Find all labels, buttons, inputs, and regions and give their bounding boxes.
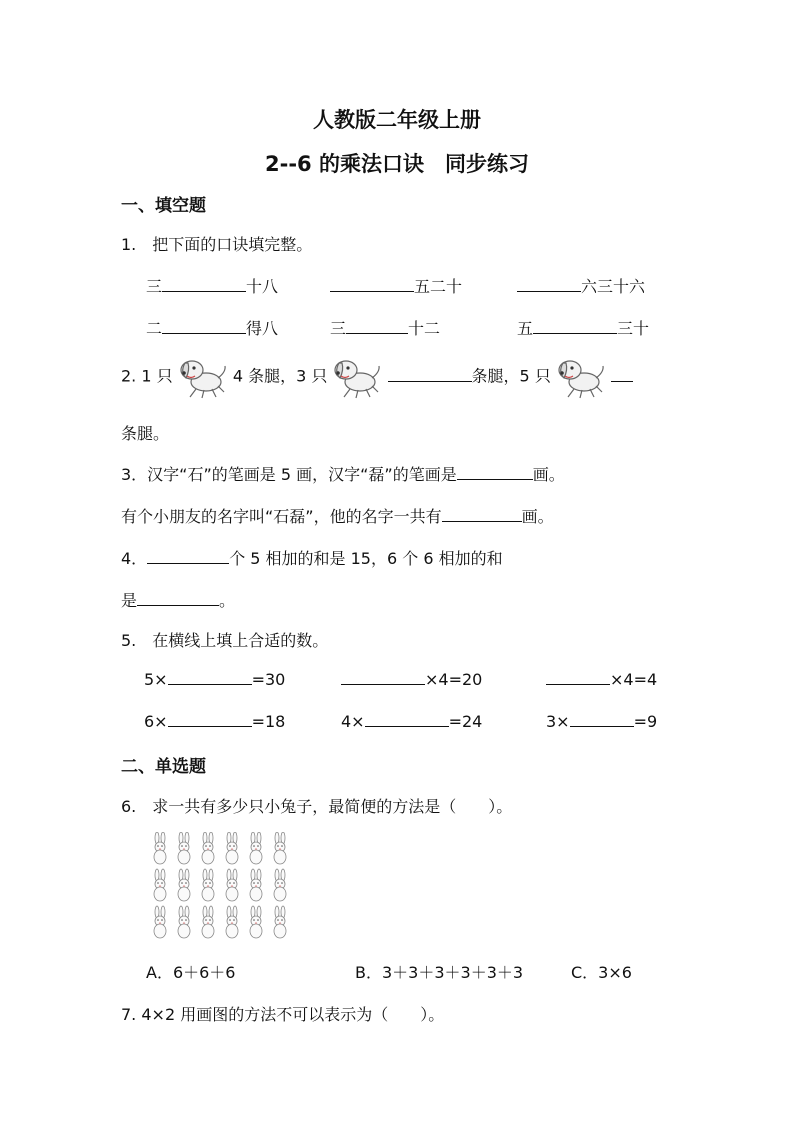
q1-item-6: 五 三十: [517, 319, 650, 338]
rabbit-icon: [202, 906, 214, 938]
q5-item-5: 4× =24: [341, 712, 483, 731]
rabbit-icon: [202, 869, 214, 901]
q6-option-c[interactable]: C．3×6: [571, 963, 632, 982]
q1-item-5: 三 十二: [330, 319, 441, 338]
rabbit-icon: [154, 906, 166, 938]
answer-blank[interactable]: [570, 712, 634, 727]
answer-blank[interactable]: [168, 712, 252, 727]
rabbit-icon: [226, 869, 238, 901]
q1-item-4: 二 得八: [146, 319, 279, 338]
rabbit-icon: [226, 832, 238, 864]
rabbit-icon: [250, 832, 262, 864]
q1-item-3: 六三十六: [517, 274, 645, 297]
question-5-prompt: 5. 在横线上填上合适的数。: [121, 631, 329, 650]
answer-blank[interactable]: [546, 670, 610, 685]
section-heading-single-choice: 二、单选题: [121, 757, 206, 777]
answer-blank[interactable]: [457, 465, 533, 480]
rabbit-icon: [178, 906, 190, 938]
question-7-prompt: 7. 4×2 用画图的方法不可以表示为（ ）。: [121, 1005, 445, 1024]
answer-blank[interactable]: [442, 507, 522, 522]
page-title: 人教版二年级上册: [313, 108, 481, 132]
question-4-line-1: 4． 个 5 相加的和是 15，6 个 6 相加的和: [121, 549, 503, 568]
rabbit-icon: [202, 832, 214, 864]
answer-blank[interactable]: [168, 670, 252, 685]
answer-blank[interactable]: [147, 549, 229, 564]
answer-blank[interactable]: [611, 367, 633, 382]
question-2-line-1: 2. 1 只 4 条腿，3 只 条腿，5 只: [121, 354, 633, 400]
answer-blank[interactable]: [388, 367, 472, 382]
answer-blank[interactable]: [365, 712, 449, 727]
answer-blank[interactable]: [162, 319, 246, 334]
page-subtitle: 2--6 的乘法口诀 同步练习: [265, 152, 529, 176]
dog-illustration-icon: [556, 354, 606, 400]
answer-blank[interactable]: [533, 319, 617, 334]
rabbit-icon: [274, 832, 286, 864]
rabbit-icon: [154, 832, 166, 864]
rabbit-icon: [274, 906, 286, 938]
question-1-prompt: 1. 把下面的口诀填完整。: [121, 235, 313, 254]
q1-item-2: 五二十: [330, 274, 462, 297]
q5-item-2: ×4=20: [341, 670, 482, 689]
answer-blank[interactable]: [162, 277, 246, 292]
answer-blank[interactable]: [330, 277, 414, 292]
q5-item-6: 3× =9: [546, 712, 658, 731]
q5-item-1: 5× =30: [144, 670, 286, 689]
question-3-line-1: 3．汉字“石”的笔画是 5 画，汉字“磊”的笔画是 画。: [121, 465, 565, 484]
rabbit-grid-illustration: [148, 832, 293, 944]
question-2-line-2: 条腿。: [121, 424, 170, 443]
section-heading-fill-blank: 一、填空题: [121, 196, 206, 216]
rabbit-icon: [178, 869, 190, 901]
rabbit-icon: [274, 869, 286, 901]
q6-option-a[interactable]: A．6＋6＋6: [146, 963, 236, 982]
question-6-prompt: 6. 求一共有多少只小兔子，最简便的方法是（ ）。: [121, 797, 513, 816]
q6-option-b[interactable]: B．3＋3＋3＋3＋3＋3: [355, 963, 524, 982]
rabbit-icon: [154, 869, 166, 901]
answer-blank[interactable]: [346, 319, 408, 334]
dog-illustration-icon: [178, 354, 228, 400]
answer-blank[interactable]: [137, 591, 219, 606]
dog-illustration-icon: [332, 354, 382, 400]
q5-item-3: ×4=4: [546, 670, 657, 689]
q5-item-4: 6× =18: [144, 712, 286, 731]
question-3-line-2: 有个小朋友的名字叫“石磊”，他的名字一共有 画。: [121, 507, 554, 526]
rabbit-icon: [250, 869, 262, 901]
rabbit-icon: [178, 832, 190, 864]
answer-blank[interactable]: [341, 670, 425, 685]
q1-item-1: 三 十八: [146, 277, 279, 296]
rabbit-icon: [226, 906, 238, 938]
rabbit-icon: [250, 906, 262, 938]
question-4-line-2: 是 。: [121, 591, 236, 610]
answer-blank[interactable]: [517, 277, 581, 292]
